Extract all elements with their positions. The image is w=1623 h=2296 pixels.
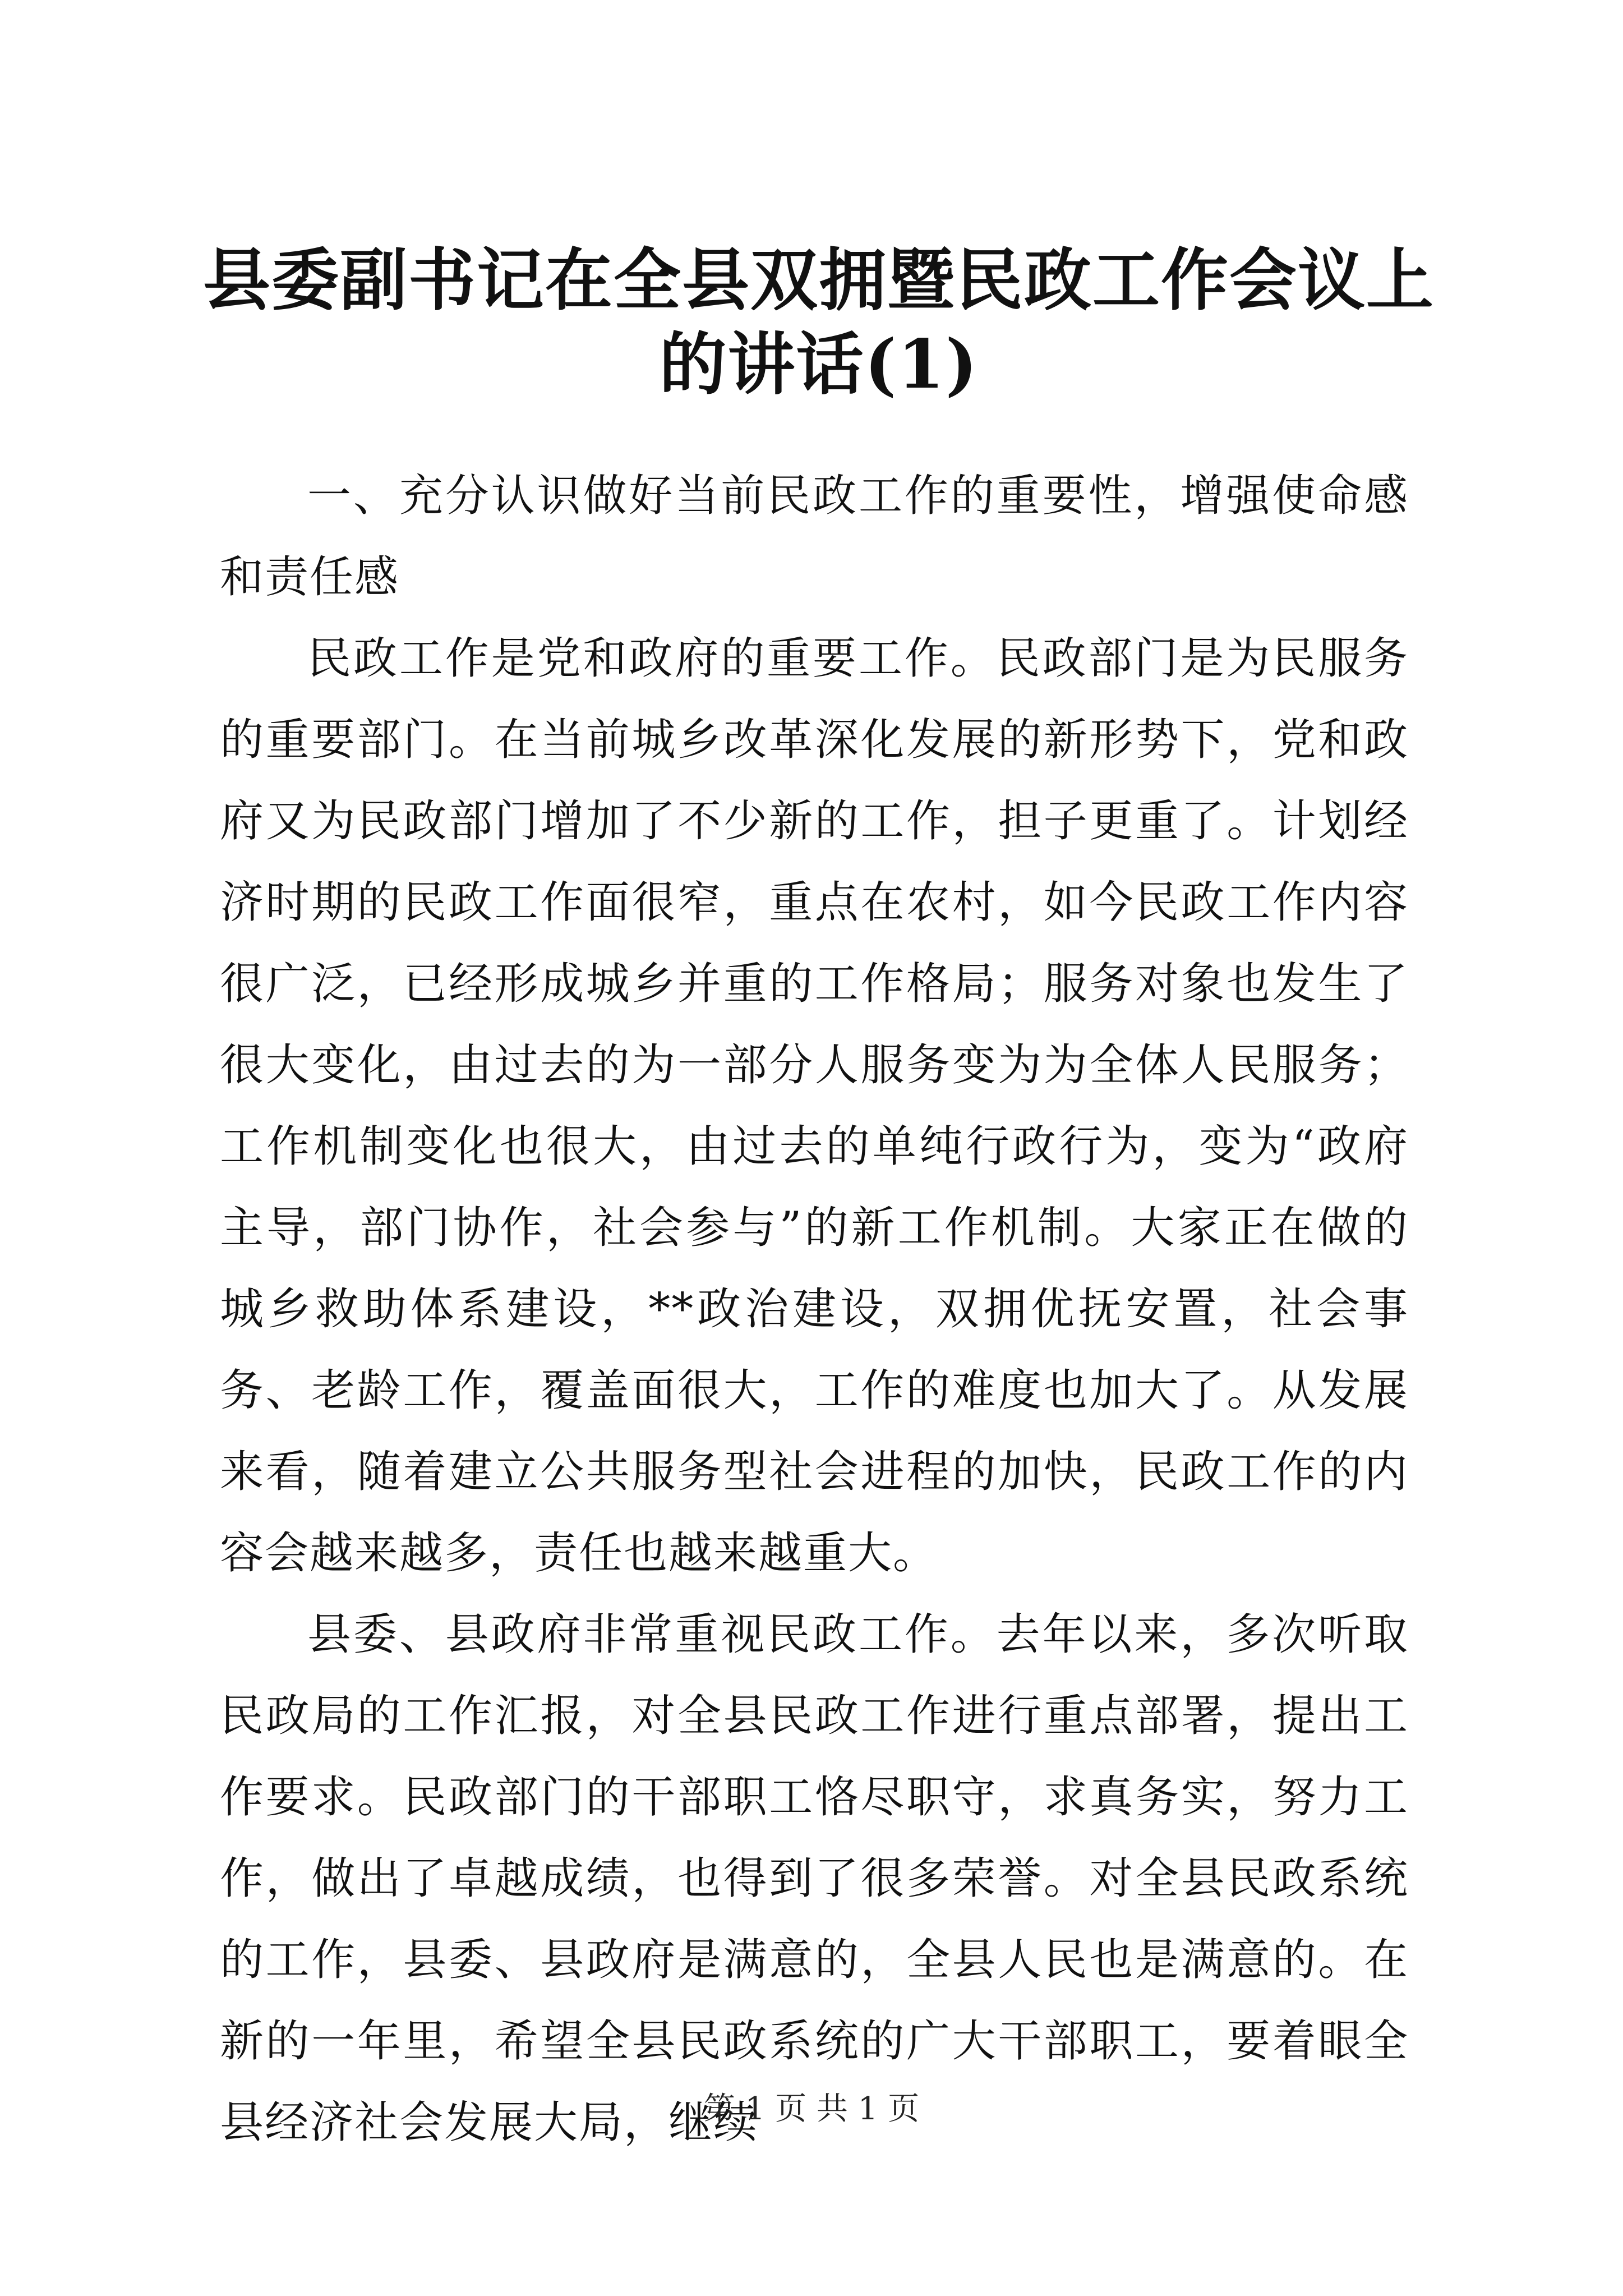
- document-body: [220, 455, 1409, 2164]
- page-number-footer: 第 1 页 共 1 页: [703, 2091, 920, 2127]
- body-paragraph: 县委、县政府非常重视民政工作。去年以来，多次听取民政局的工作汇报，对全县民政工作进行重点部署，提出工作要求。民政部门的干部职工恪尽职守，求真务实，努力工作，做出了卓越成绩，也得到了很多荣誉。对全县民政系统的工作，县委、县政府是满意的，全县人民也是满意的。在新的一年里，希望全县民政系统的广大干部职工，要着眼全县经济社会发展大局，继续: [220, 1609, 1409, 2148]
- body-paragraph: 民政工作是党和政府的重要工作。民政部门是为民服务的重要部门。在当前城乡改革深化发展的新形势下，党和政府又为民政部门增加了不少新的工作，担子更重了。计划经济时期的民政工作面很窄，重点在农村，如今民政工作内容很广泛，已经形成城乡并重的工作格局；服务对象也发生了很大变化，由过去的为一部分人服务变为为全体人民服务；工作机制变化也很大，由过去的单纯行政行为，变为“政府主导，部门协作，社会参与”的新工作机制。大家正在做的城乡救助体系建设，**政治建设，双拥优抚安置，社会事务、老龄工作，覆盖面很大，工作的难度也加大了。从发展来看，随着建立公共服务型社会进程的加快，民政工作的内容会越来越多，责任也越来越重大。: [220, 633, 1409, 1579]
- document-title: 县委副书记在全县双拥暨民政工作会议上的讲话(1): [203, 241, 1435, 404]
- section-heading-paragraph: 一、充分认识做好当前民政工作的重要性，增强使命感和责任感: [220, 471, 1409, 602]
